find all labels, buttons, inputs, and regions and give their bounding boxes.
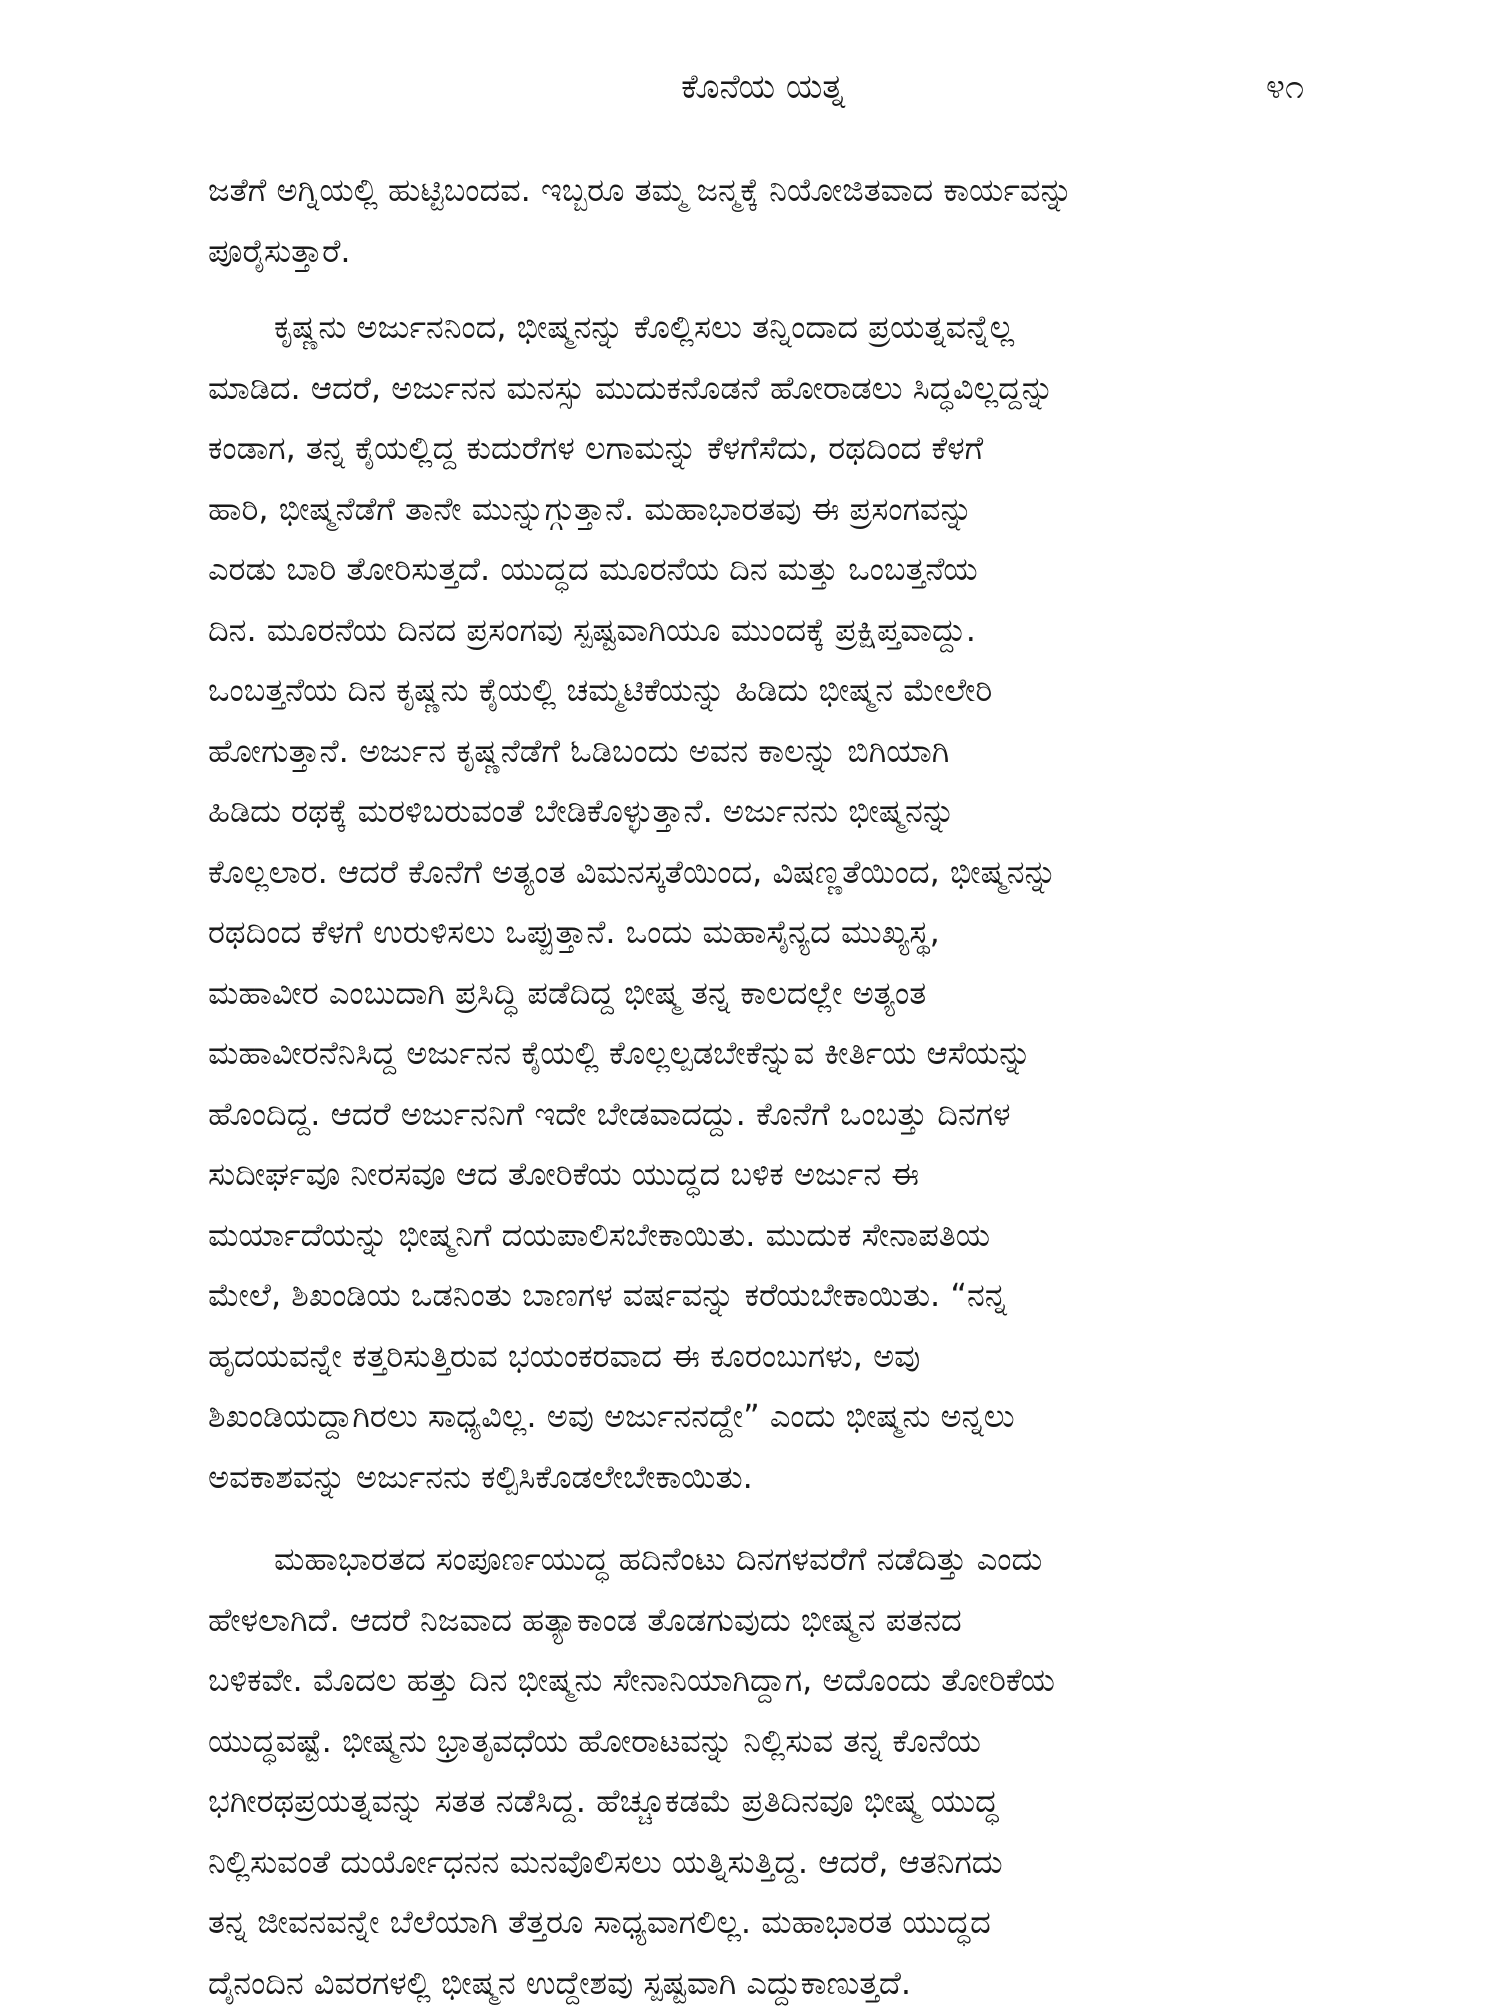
body-text (208, 160, 1312, 2013)
paragraph-continuation: ಜತೆಗೆ ಅಗ್ನಿಯಲ್ಲಿ ಹುಟ್ಟಿಬಂದವ. ಇಬ್ಬರೂ ತಮ್ಮ ಜನ್ಮಕ್ಕೆ ನಿಯೋಜಿತವಾದ ಕಾರ್ಯವನ್ನು ಪೂರೈಸುತ್ತಾರೆ. (208, 171, 1073, 270)
chapter-title: ಕೊನೆಯ ಯತ್ನ (681, 67, 845, 107)
paragraph-mahabharata-war: ಮಹಾಭಾರತದ ಸಂಪೂರ್ಣಯುದ್ಧ ಹದಿನೆಂಟು ದಿನಗಳವರೆಗೆ ನಡೆದಿತ್ತು ಎಂದು ಹೇಳಲಾಗಿದೆ. ಆದರೆ ನಿಜವಾದ ಹತ್ಯಾಕಾಂಡ ತೊಡಗುವುದು ಭೀಷ್ಮನ ಪತನದ ಬಳಿಕವೇ. ಮೊದಲ ಹತ್ತು ದಿನ ಭೀಷ್ಮನು ಸೇನಾನಿಯಾಗಿದ್ದಾಗ, ಅದೊಂದು ತೋರಿಕೆಯ ಯುದ್ಧವಷ್ಟೆ. ಭೀಷ್ಮನು ಭ್ರಾತೃವಧೆಯ ಹೋರಾಟವನ್ನು ನಿಲ್ಲಿಸುವ ತನ್ನ ಕೊನೆಯ ಭಗೀರಥಪ್ರಯತ್ನವನ್ನು ಸತತ ನಡೆಸಿದ್ದ. ಹೆಚ್ಚೂಕಡಮೆ ಪ್ರತಿದಿನವೂ ಭೀಷ್ಮ ಯುದ್ಧ ನಿಲ್ಲಿಸುವಂತೆ ದುರ್ಯೋಧನನ ಮನವೊಲಿಸಲು ಯತ್ನಿಸುತ್ತಿದ್ದ. ಆದರೆ, ಆತನಿಗದು ತನ್ನ ಜೀವನವನ್ನೇ ಬೆಲೆಯಾಗಿ ತೆತ್ತರೂ ಸಾಧ್ಯವಾಗಲಿಲ್ಲ. ಮಹಾಭಾರತ ಯುದ್ಧದ ದೈನಂದಿನ ವಿವರಗಳಲ್ಲಿ ಭೀಷ್ಮನ ಉದ್ದೇಶವು ಸ್ಪಷ್ಟವಾಗಿ ಎದ್ದುಕಾಣುತ್ತದೆ. (208, 1540, 1055, 2002)
paragraph-krishna-arjuna: ಕೃಷ್ಣನು ಅರ್ಜುನನಿಂದ, ಭೀಷ್ಮನನ್ನು ಕೊಲ್ಲಿಸಲು ತನ್ನಿಂದಾದ ಪ್ರಯತ್ನವನ್ನೆಲ್ಲ ಮಾಡಿದ. ಆದರೆ, ಅರ್ಜುನನ ಮನಸ್ಸು ಮುದುಕನೊಡನೆ ಹೋರಾಡಲು ಸಿದ್ಧವಿಲ್ಲದ್ದನ್ನು ಕಂಡಾಗ, ತನ್ನ ಕೈಯಲ್ಲಿದ್ದ ಕುದುರೆಗಳ ಲಗಾಮನ್ನು ಕೆಳಗೆಸೆದು, ರಥದಿಂದ ಕೆಳಗೆ ಹಾರಿ, ಭೀಷ್ಮನೆಡೆಗೆ ತಾನೇ ಮುನ್ನುಗ್ಗುತ್ತಾನೆ. ಮಹಾಭಾರತವು ಈ ಪ್ರಸಂಗವನ್ನು ಎರಡು ಬಾರಿ ತೋರಿಸುತ್ತದೆ. ಯುದ್ಧದ ಮೂರನೆಯ ದಿನ ಮತ್ತು ಒಂಬತ್ತನೆಯ ದಿನ. ಮೂರನೆಯ ದಿನದ ಪ್ರಸಂಗವು ಸ್ಪಷ್ಟವಾಗಿಯೂ ಮುಂದಕ್ಕೆ ಪ್ರಕ್ಷಿಪ್ತವಾದ್ದು. ಒಂಬತ್ತನೆಯ ದಿನ ಕೃಷ್ಣನು ಕೈಯಲ್ಲಿ ಚಮ್ಮಟಿಕೆಯನ್ನು ಹಿಡಿದು ಭೀಷ್ಮನ ಮೇಲೇರಿ ಹೋಗುತ್ತಾನೆ. ಅರ್ಜುನ ಕೃಷ್ಣನೆಡೆಗೆ ಓಡಿಬಂದು ಅವನ ಕಾಲನ್ನು ಬಿಗಿಯಾಗಿ ಹಿಡಿದು ರಥಕ್ಕೆ ಮರಳಿಬರುವಂತೆ ಬೇಡಿಕೊಳ್ಳುತ್ತಾನೆ. ಅರ್ಜುನನು ಭೀಷ್ಮನನ್ನು ಕೊಲ್ಲಲಾರ. ಆದರೆ ಕೊನೆಗೆ ಅತ್ಯಂತ ವಿಮನಸ್ಕತೆಯಿಂದ, ವಿಷಣ್ಣತೆಯಿಂದ, ಭೀಷ್ಮನನ್ನು ರಥದಿಂದ ಕೆಳಗೆ ಉರುಳಿಸಲು ಒಪ್ಪುತ್ತಾನೆ. ಒಂದು ಮಹಾಸೈನ್ಯದ ಮುಖ್ಯಸ್ಥ, ಮಹಾವೀರ ಎಂಬುದಾಗಿ ಪ್ರಸಿದ್ಧಿ ಪಡೆದಿದ್ದ ಭೀಷ್ಮ ತನ್ನ ಕಾಲದಲ್ಲೇ ಅತ್ಯಂತ ಮಹಾವೀರನೆನಿಸಿದ್ದ ಅರ್ಜುನನ ಕೈಯಲ್ಲಿ ಕೊಲ್ಲಲ್ಪಡಬೇಕೆನ್ನುವ ಕೀರ್ತಿಯ ಆಸೆಯನ್ನು ಹೊಂದಿದ್ದ. ಆದರೆ ಅರ್ಜುನನಿಗೆ ಇದೇ ಬೇಡವಾದದ್ದು. ಕೊನೆಗೆ ಒಂಬತ್ತು ದಿನಗಳ ಸುದೀರ್ಘವೂ ನೀರಸವೂ ಆದ ತೋರಿಕೆಯ ಯುದ್ಧದ ಬಳಿಕ ಅರ್ಜುನ ಈ ಮರ್ಯಾದೆಯನ್ನು ಭೀಷ್ಮನಿಗೆ ದಯಪಾಲಿಸಬೇಕಾಯಿತು. ಮುದುಕ ಸೇನಾಪತಿಯ ಮೇಲೆ, ಶಿಖಂಡಿಯ ಒಡನಿಂತು ಬಾಣಗಳ ವರ್ಷವನ್ನು ಕರೆಯಬೇಕಾಯಿತು. “ನನ್ನ ಹೃದಯವನ್ನೇ ಕತ್ತರಿಸುತ್ತಿರುವ ಭಯಂಕರವಾದ ಈ ಕೂರಂಬುಗಳು, ಅವು ಶಿಖಂಡಿಯದ್ದಾಗಿರಲು ಸಾಧ್ಯವಿಲ್ಲ. ಅವು ಅರ್ಜುನನದ್ದೇ” ಎಂದು ಭೀಷ್ಮನು ಅನ್ನಲು ಅವಕಾಶವನ್ನು ಅರ್ಜುನನು ಕಲ್ಪಿಸಿಕೊಡಲೇಬೇಕಾಯಿತು. (208, 308, 1057, 1496)
running-header (208, 62, 1318, 112)
page-number: ೪೧ (1265, 67, 1304, 107)
